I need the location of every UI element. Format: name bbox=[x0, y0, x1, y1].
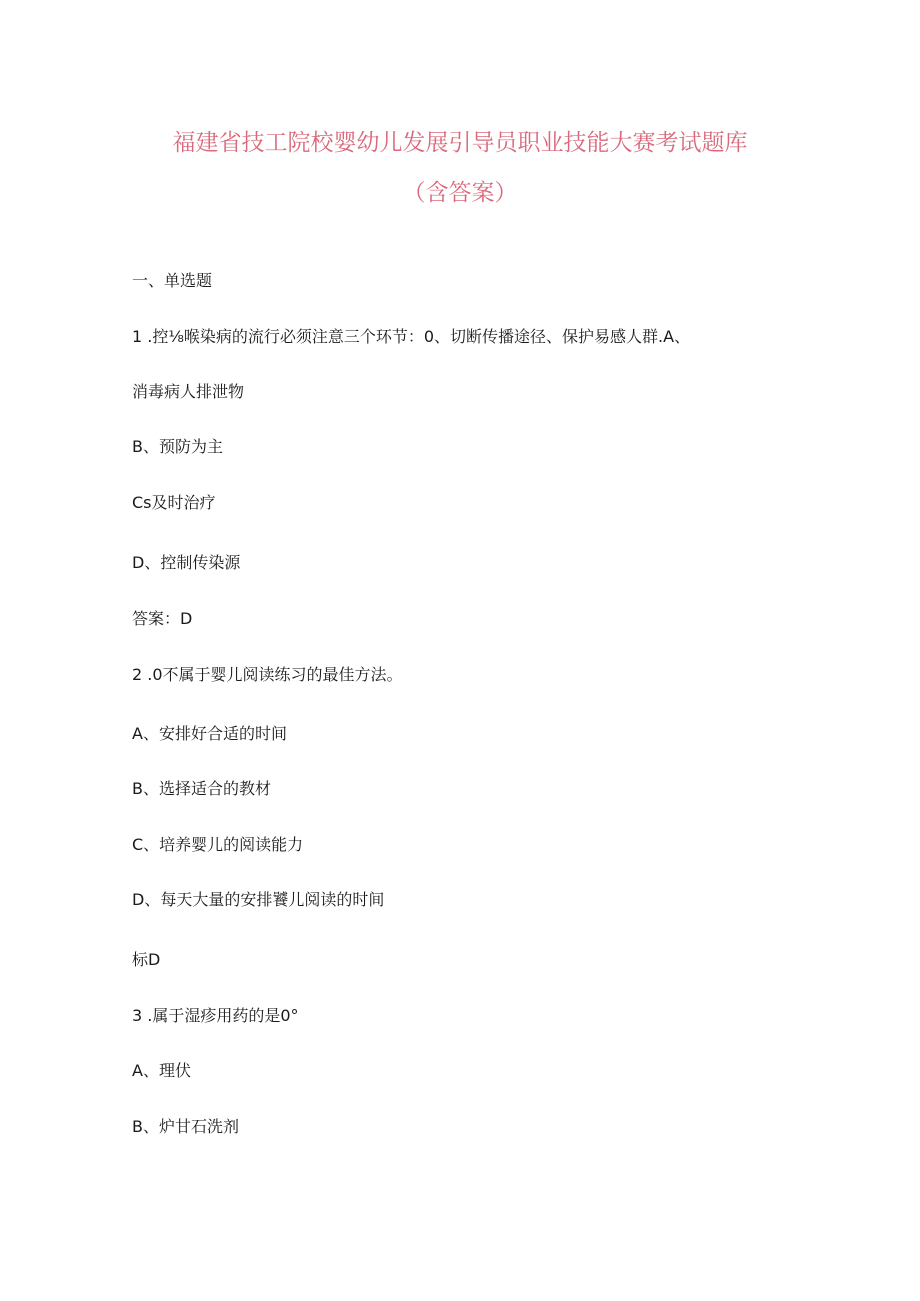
document-subtitle: （含答案） bbox=[402, 180, 518, 206]
question-1-option-c: Cs及时治疗 bbox=[132, 493, 216, 512]
question-2-option-d: D、每天大量的安排饕儿阅读的时间 bbox=[132, 890, 385, 909]
question-2-option-b: B、选择适合的教材 bbox=[132, 779, 271, 798]
question-2-option-c: C、培养婴儿的阅读能力 bbox=[132, 835, 304, 854]
document-title: 福建省技工院校婴幼儿发展引导员职业技能大赛考试题库 bbox=[172, 130, 748, 156]
question-2-option-a: A、安排好合适的时间 bbox=[132, 724, 287, 743]
question-3-stem: 3 .属于湿疹用药的是0° bbox=[132, 1006, 299, 1025]
question-2-answer: 标D bbox=[132, 950, 161, 969]
question-1-answer: 答案：D bbox=[132, 609, 193, 628]
section-heading: 一、单选题 bbox=[132, 271, 213, 290]
question-1-option-b: B、预防为主 bbox=[132, 437, 223, 456]
question-1-stem-continued: 消毒病人排泄物 bbox=[132, 382, 245, 401]
question-1-option-d: D、控制传染源 bbox=[132, 553, 241, 572]
question-3-option-a: A、理伏 bbox=[132, 1061, 191, 1080]
question-1-stem: 1 .控⅛喉染病的流行必须注意三个环节：0、切断传播途径、保护易感人群.A、 bbox=[132, 327, 691, 346]
question-3-option-b: B、炉甘石洗剂 bbox=[132, 1117, 239, 1136]
question-2-stem: 2 .0不属于婴儿阅读练习的最佳方法。 bbox=[132, 665, 403, 684]
